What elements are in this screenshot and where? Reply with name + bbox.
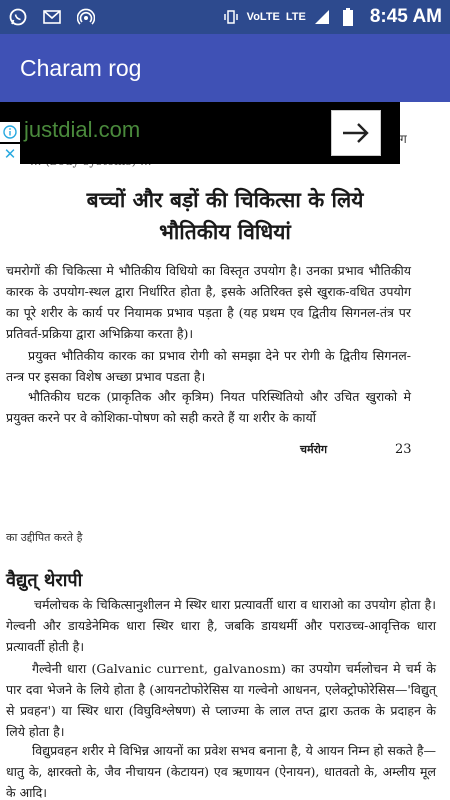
hotspot-icon <box>76 7 96 27</box>
document-page[interactable] <box>0 102 450 800</box>
paragraph-5: गैल्वेनी धारा (Galvanic current, galvanosm) का उपयोग चर्मलोचन मे चर्म के पार दवा भेजने के लिये होता है (आयनटोफोरेसिस या गल्वेनो आधनन, एलेक्ट्रोफोरेसिस—'विद्युत् से प्रवहन') या स्थिर धारा (विघुविश्लेषण) से प्लाज्मा के लाल तप्त द्वारा ऊतक के प्रदाहन के लिये होता है। <box>6 661 436 739</box>
peek-text: ग <box>400 132 407 146</box>
paragraph-2: प्रयुक्त भौतिकीय कारक का प्रभाव रोगी को समझा देने पर रोगी के द्वितीय सिगनल-तन्त्र पर इसका विशेष अच्छा प्रभाव पडता है। <box>6 348 411 384</box>
battery-icon <box>338 7 358 27</box>
mail-icon <box>42 7 62 27</box>
lte-label: LTE <box>285 11 306 23</box>
signal-icon <box>312 7 332 27</box>
clock: 8:45 AM <box>369 6 442 27</box>
page-footer-title: चर्मरोग <box>300 443 328 456</box>
ad-text[interactable]: justdial.com <box>24 117 141 142</box>
ad-info-icon[interactable] <box>0 122 20 142</box>
whatsapp-icon <box>8 7 28 27</box>
app-title: Charam rog <box>20 54 142 81</box>
chapter-title-line2: भौतिकीय विधियां <box>159 219 291 244</box>
vibrate-icon <box>221 7 241 27</box>
section-title: वैद्युत् थेरापी <box>6 570 83 591</box>
paragraph-3: भौतिकीय घटक (प्राकृतिक और कृत्रिम) नियत परिस्थितियो और उचित खुराको मे प्रयुक्त करने पर वे कोशिका-पोषण को सही करते हैं या शरीर के कार्यो <box>6 389 411 425</box>
paragraph-1: चमरोगों की चिकित्सा मे भौतिकीय विधियो का विस्तृत उपयोग है। उनका प्रभाव भौतिकीय कारक के उपयोग-स्थल द्वारा निर्धारित होता है, इसके अतिरिक्त इसे खुराक-वधित उपयोग का पूरे शरीर के कार्य पर नियामक प्रभाव पड़ता है (यह प्रथम एव द्वितीय सिगनल-तंत्र पर प्रतिवर्त-प्रक्रिया द्वारा अभिक्रिया करता है)। <box>6 263 411 341</box>
next-page-top-line: का उद्दीपित करते है <box>6 531 83 544</box>
ad-arrow-button[interactable] <box>331 110 381 156</box>
status-bar <box>0 0 450 34</box>
page-number: 23 <box>395 442 412 457</box>
arrow-right-icon <box>341 121 371 145</box>
paragraph-6: विद्युप्रवहन शरीर मे विभिन्न आयनों का प्रवेश सभव बनाना है, ये आयन निम्न हो सकते है—धातु के, क्षारक्तो के, जैव नीचायन (केटायन) एव ऋणायन (ऐनायन), धातवतो के, अम्लीय मूल के आदि। <box>6 743 436 800</box>
app-bar <box>0 34 450 102</box>
volte-label: VoLTE <box>246 11 280 23</box>
ad-close-icon[interactable]: ✕ <box>0 144 20 164</box>
paragraph-4: चर्मलोचक के चिकित्सानुशीलन मे स्थिर धारा प्रत्यावर्ती धारा व धाराओ का उपयोग होता है। गेल्वनी और डायडेनेमिक धारा स्थिर धारा है, जबकि डायथर्मी और पराउच्च-आवृत्तिक धारा प्रत्यावर्ती होती है। <box>6 597 436 654</box>
chapter-title-line1: बच्चों और बड़ों की चिकित्सा के लिये <box>86 187 364 212</box>
